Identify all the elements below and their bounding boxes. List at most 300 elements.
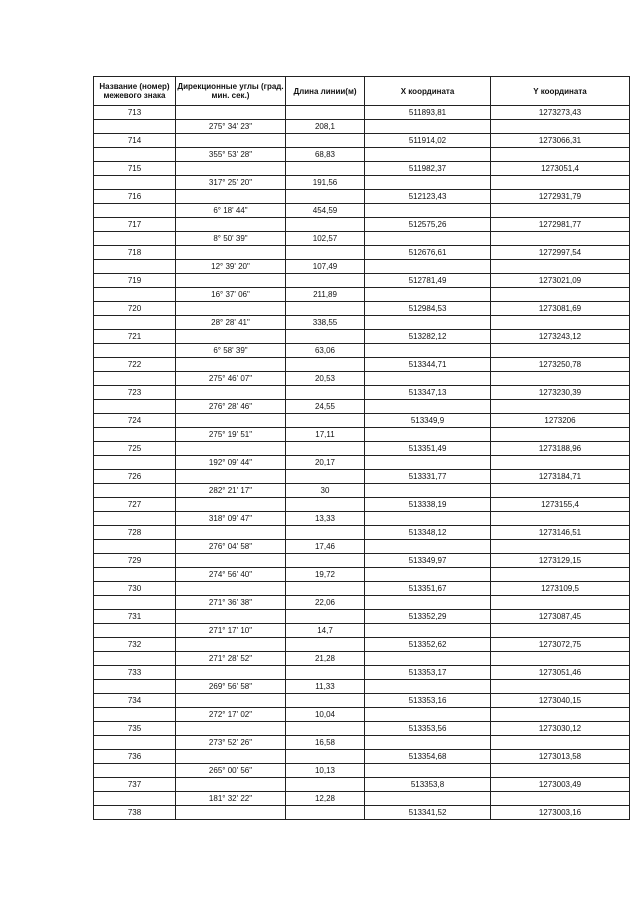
empty-cell: [176, 302, 286, 316]
segment-row: [94, 792, 630, 806]
bearing-angle: 265° 00' 56": [176, 764, 286, 778]
empty-cell: [176, 386, 286, 400]
segment-row: [94, 344, 630, 358]
point-name: 719: [94, 274, 176, 288]
y-coordinate: 1273250,78: [491, 358, 630, 372]
x-coordinate: 513331,77: [365, 470, 491, 484]
empty-cell: [94, 736, 176, 750]
segment-row: [94, 568, 630, 582]
empty-cell: [94, 344, 176, 358]
x-coordinate: 513349,9: [365, 414, 491, 428]
x-coordinate: 512781,49: [365, 274, 491, 288]
empty-cell: [176, 526, 286, 540]
line-length: 68,83: [286, 148, 365, 162]
empty-cell: [94, 288, 176, 302]
empty-cell: [491, 540, 630, 554]
empty-cell: [365, 120, 491, 134]
coordinates-sheet: [93, 76, 629, 832]
y-coordinate: 1273243,12: [491, 330, 630, 344]
x-coordinate: 513351,67: [365, 582, 491, 596]
bearing-angle: 12° 39' 20": [176, 260, 286, 274]
bearing-angle: 271° 36' 38": [176, 596, 286, 610]
bearing-angle: 181° 32' 22": [176, 792, 286, 806]
segment-row: [94, 456, 630, 470]
x-coordinate: 513341,52: [365, 806, 491, 820]
empty-cell: [491, 232, 630, 246]
x-coordinate: 512575,26: [365, 218, 491, 232]
empty-cell: [94, 260, 176, 274]
segment-row: [94, 176, 630, 190]
empty-cell: [365, 344, 491, 358]
empty-cell: [365, 204, 491, 218]
empty-cell: [286, 358, 365, 372]
empty-cell: [286, 638, 365, 652]
bearing-angle: 16° 37' 06": [176, 288, 286, 302]
empty-cell: [94, 540, 176, 554]
empty-cell: [365, 624, 491, 638]
bearing-angle: 6° 58' 39": [176, 344, 286, 358]
empty-cell: [365, 260, 491, 274]
empty-cell: [491, 204, 630, 218]
y-coordinate: 1273040,15: [491, 694, 630, 708]
line-length: 454,59: [286, 204, 365, 218]
empty-cell: [365, 596, 491, 610]
x-coordinate: 513354,68: [365, 750, 491, 764]
line-length: 12,28: [286, 792, 365, 806]
empty-cell: [286, 666, 365, 680]
point-row: [94, 302, 630, 316]
x-coordinate: 513348,12: [365, 526, 491, 540]
y-coordinate: 1273003,49: [491, 778, 630, 792]
point-row: [94, 610, 630, 624]
empty-cell: [94, 624, 176, 638]
y-coordinate: 1272931,79: [491, 190, 630, 204]
empty-cell: [94, 316, 176, 330]
y-coordinate: 1273072,75: [491, 638, 630, 652]
table-body: [94, 106, 630, 820]
empty-cell: [365, 176, 491, 190]
bearing-angle: 6° 18' 44": [176, 204, 286, 218]
point-row: [94, 806, 630, 820]
empty-cell: [491, 512, 630, 526]
point-name: 734: [94, 694, 176, 708]
x-coordinate: 513282,12: [365, 330, 491, 344]
bearing-angle: 8° 50' 39": [176, 232, 286, 246]
point-row: [94, 162, 630, 176]
x-coordinate: 513351,49: [365, 442, 491, 456]
line-length: 21,28: [286, 652, 365, 666]
empty-cell: [365, 484, 491, 498]
point-row: [94, 246, 630, 260]
line-length: 102,57: [286, 232, 365, 246]
header-length: Длина линии(м): [286, 77, 365, 106]
line-length: 107,49: [286, 260, 365, 274]
x-coordinate: 513352,62: [365, 638, 491, 652]
empty-cell: [176, 190, 286, 204]
empty-cell: [176, 330, 286, 344]
empty-cell: [491, 624, 630, 638]
segment-row: [94, 316, 630, 330]
y-coordinate: 1273013,58: [491, 750, 630, 764]
empty-cell: [286, 610, 365, 624]
empty-cell: [491, 260, 630, 274]
x-coordinate: 513349,97: [365, 554, 491, 568]
x-coordinate: 513353,17: [365, 666, 491, 680]
x-coordinate: 511982,37: [365, 162, 491, 176]
point-name: 735: [94, 722, 176, 736]
point-name: 718: [94, 246, 176, 260]
empty-cell: [94, 764, 176, 778]
bearing-angle: 272° 17' 02": [176, 708, 286, 722]
segment-row: [94, 652, 630, 666]
segment-row: [94, 148, 630, 162]
empty-cell: [491, 568, 630, 582]
y-coordinate: 1273066,31: [491, 134, 630, 148]
empty-cell: [491, 596, 630, 610]
bearing-angle: 317° 25' 20": [176, 176, 286, 190]
segment-row: [94, 288, 630, 302]
empty-cell: [365, 148, 491, 162]
bearing-angle: 276° 04' 58": [176, 540, 286, 554]
empty-cell: [365, 512, 491, 526]
point-name: 713: [94, 106, 176, 120]
line-length: 17,46: [286, 540, 365, 554]
segment-row: [94, 624, 630, 638]
empty-cell: [491, 372, 630, 386]
empty-cell: [176, 274, 286, 288]
segment-row: [94, 764, 630, 778]
x-coordinate: 513353,16: [365, 694, 491, 708]
empty-cell: [365, 540, 491, 554]
empty-cell: [286, 106, 365, 120]
line-length: 30: [286, 484, 365, 498]
empty-cell: [94, 176, 176, 190]
point-row: [94, 106, 630, 120]
line-length: 338,55: [286, 316, 365, 330]
empty-cell: [286, 330, 365, 344]
empty-cell: [365, 372, 491, 386]
segment-row: [94, 260, 630, 274]
empty-cell: [491, 148, 630, 162]
point-name: 733: [94, 666, 176, 680]
point-name: 722: [94, 358, 176, 372]
point-row: [94, 750, 630, 764]
table-header-row: [94, 77, 630, 106]
point-name: 717: [94, 218, 176, 232]
bearing-angle: 318° 09' 47": [176, 512, 286, 526]
boundary-coordinates-table: [93, 76, 630, 820]
empty-cell: [491, 708, 630, 722]
point-name: 720: [94, 302, 176, 316]
empty-cell: [176, 582, 286, 596]
segment-row: [94, 400, 630, 414]
y-coordinate: 1273184,71: [491, 470, 630, 484]
empty-cell: [365, 428, 491, 442]
bearing-angle: 274° 56' 40": [176, 568, 286, 582]
point-name: 730: [94, 582, 176, 596]
point-row: [94, 638, 630, 652]
empty-cell: [176, 162, 286, 176]
x-coordinate: 513353,56: [365, 722, 491, 736]
empty-cell: [286, 442, 365, 456]
bearing-angle: 275° 19' 51": [176, 428, 286, 442]
empty-cell: [176, 638, 286, 652]
point-row: [94, 582, 630, 596]
empty-cell: [286, 750, 365, 764]
line-length: 22,06: [286, 596, 365, 610]
x-coordinate: 513352,29: [365, 610, 491, 624]
bearing-angle: 275° 34' 23": [176, 120, 286, 134]
empty-cell: [365, 764, 491, 778]
line-length: 13,33: [286, 512, 365, 526]
empty-cell: [286, 470, 365, 484]
empty-cell: [176, 358, 286, 372]
empty-cell: [365, 316, 491, 330]
bearing-angle: 276° 28' 46": [176, 400, 286, 414]
segment-row: [94, 708, 630, 722]
empty-cell: [491, 344, 630, 358]
empty-cell: [176, 442, 286, 456]
empty-cell: [286, 190, 365, 204]
header-y-coordinate: Y координата: [491, 77, 630, 106]
y-coordinate: 1273081,69: [491, 302, 630, 316]
empty-cell: [491, 736, 630, 750]
bearing-angle: 273° 52' 26": [176, 736, 286, 750]
x-coordinate: 513347,13: [365, 386, 491, 400]
line-length: 191,56: [286, 176, 365, 190]
empty-cell: [491, 680, 630, 694]
line-length: 19,72: [286, 568, 365, 582]
x-coordinate: 513338,19: [365, 498, 491, 512]
empty-cell: [94, 456, 176, 470]
y-coordinate: 1273030,12: [491, 722, 630, 736]
bearing-angle: 282° 21' 17": [176, 484, 286, 498]
empty-cell: [491, 316, 630, 330]
empty-cell: [286, 722, 365, 736]
y-coordinate: 1273021,09: [491, 274, 630, 288]
empty-cell: [94, 512, 176, 526]
point-row: [94, 358, 630, 372]
empty-cell: [286, 694, 365, 708]
empty-cell: [365, 568, 491, 582]
empty-cell: [94, 792, 176, 806]
empty-cell: [176, 498, 286, 512]
line-length: 211,89: [286, 288, 365, 302]
point-name: 724: [94, 414, 176, 428]
empty-cell: [94, 484, 176, 498]
empty-cell: [491, 176, 630, 190]
empty-cell: [176, 666, 286, 680]
bearing-angle: 269° 56' 58": [176, 680, 286, 694]
segment-row: [94, 736, 630, 750]
empty-cell: [365, 680, 491, 694]
bearing-angle: 192° 09' 44": [176, 456, 286, 470]
segment-row: [94, 204, 630, 218]
empty-cell: [176, 750, 286, 764]
header-point-name: Название (номер) межевого знака: [94, 77, 176, 106]
segment-row: [94, 596, 630, 610]
empty-cell: [491, 764, 630, 778]
empty-cell: [286, 162, 365, 176]
line-length: 10,04: [286, 708, 365, 722]
empty-cell: [176, 610, 286, 624]
header-bearing: Дирекционные углы (град. мин. сек.): [176, 77, 286, 106]
line-length: 10,13: [286, 764, 365, 778]
point-row: [94, 498, 630, 512]
empty-cell: [365, 708, 491, 722]
empty-cell: [94, 400, 176, 414]
segment-row: [94, 484, 630, 498]
empty-cell: [491, 400, 630, 414]
empty-cell: [94, 148, 176, 162]
empty-cell: [94, 708, 176, 722]
line-length: 20,17: [286, 456, 365, 470]
y-coordinate: 1273273,43: [491, 106, 630, 120]
line-length: 24,55: [286, 400, 365, 414]
point-name: 736: [94, 750, 176, 764]
empty-cell: [365, 232, 491, 246]
bearing-angle: 28° 28' 41": [176, 316, 286, 330]
empty-cell: [286, 246, 365, 260]
segment-row: [94, 512, 630, 526]
segment-row: [94, 540, 630, 554]
empty-cell: [286, 218, 365, 232]
point-row: [94, 386, 630, 400]
y-coordinate: 1273230,39: [491, 386, 630, 400]
point-name: 738: [94, 806, 176, 820]
empty-cell: [365, 736, 491, 750]
segment-row: [94, 428, 630, 442]
point-name: 723: [94, 386, 176, 400]
empty-cell: [491, 428, 630, 442]
segment-row: [94, 680, 630, 694]
point-name: 715: [94, 162, 176, 176]
point-row: [94, 330, 630, 344]
empty-cell: [176, 722, 286, 736]
empty-cell: [176, 554, 286, 568]
y-coordinate: 1273109,5: [491, 582, 630, 596]
x-coordinate: 511914,02: [365, 134, 491, 148]
y-coordinate: 1273206: [491, 414, 630, 428]
point-row: [94, 442, 630, 456]
header-x-coordinate: X координата: [365, 77, 491, 106]
empty-cell: [365, 400, 491, 414]
segment-row: [94, 120, 630, 134]
empty-cell: [176, 414, 286, 428]
empty-cell: [286, 582, 365, 596]
bearing-angle: 275° 46' 07": [176, 372, 286, 386]
empty-cell: [286, 274, 365, 288]
y-coordinate: 1273146,51: [491, 526, 630, 540]
empty-cell: [176, 134, 286, 148]
empty-cell: [365, 288, 491, 302]
empty-cell: [286, 806, 365, 820]
point-name: 731: [94, 610, 176, 624]
empty-cell: [286, 414, 365, 428]
x-coordinate: 513344,71: [365, 358, 491, 372]
x-coordinate: 512984,53: [365, 302, 491, 316]
empty-cell: [94, 652, 176, 666]
line-length: 17,11: [286, 428, 365, 442]
point-row: [94, 274, 630, 288]
empty-cell: [365, 792, 491, 806]
line-length: 11,33: [286, 680, 365, 694]
empty-cell: [94, 120, 176, 134]
empty-cell: [286, 554, 365, 568]
empty-cell: [491, 792, 630, 806]
point-name: 714: [94, 134, 176, 148]
empty-cell: [286, 302, 365, 316]
empty-cell: [176, 694, 286, 708]
line-length: 63,06: [286, 344, 365, 358]
empty-cell: [176, 806, 286, 820]
point-row: [94, 470, 630, 484]
line-length: 16,58: [286, 736, 365, 750]
point-name: 732: [94, 638, 176, 652]
segment-row: [94, 372, 630, 386]
empty-cell: [94, 428, 176, 442]
point-row: [94, 694, 630, 708]
point-name: 727: [94, 498, 176, 512]
y-coordinate: 1272997,54: [491, 246, 630, 260]
point-name: 729: [94, 554, 176, 568]
line-length: 20,53: [286, 372, 365, 386]
x-coordinate: 512123,43: [365, 190, 491, 204]
point-name: 725: [94, 442, 176, 456]
empty-cell: [176, 470, 286, 484]
empty-cell: [94, 232, 176, 246]
x-coordinate: 511893,81: [365, 106, 491, 120]
y-coordinate: 1273155,4: [491, 498, 630, 512]
empty-cell: [286, 526, 365, 540]
empty-cell: [176, 106, 286, 120]
point-row: [94, 722, 630, 736]
y-coordinate: 1273129,15: [491, 554, 630, 568]
empty-cell: [286, 134, 365, 148]
empty-cell: [491, 484, 630, 498]
empty-cell: [176, 778, 286, 792]
empty-cell: [365, 456, 491, 470]
x-coordinate: 513353,8: [365, 778, 491, 792]
empty-cell: [491, 288, 630, 302]
empty-cell: [176, 246, 286, 260]
empty-cell: [176, 218, 286, 232]
line-length: 14,7: [286, 624, 365, 638]
empty-cell: [491, 120, 630, 134]
point-row: [94, 554, 630, 568]
point-row: [94, 218, 630, 232]
empty-cell: [94, 680, 176, 694]
bearing-angle: 271° 28' 52": [176, 652, 286, 666]
y-coordinate: 1273003,16: [491, 806, 630, 820]
empty-cell: [491, 652, 630, 666]
empty-cell: [491, 456, 630, 470]
x-coordinate: 512676,61: [365, 246, 491, 260]
bearing-angle: 271° 17' 10": [176, 624, 286, 638]
empty-cell: [286, 498, 365, 512]
point-row: [94, 190, 630, 204]
point-name: 721: [94, 330, 176, 344]
empty-cell: [286, 778, 365, 792]
line-length: 208,1: [286, 120, 365, 134]
point-row: [94, 666, 630, 680]
point-row: [94, 526, 630, 540]
bearing-angle: 355° 53' 28": [176, 148, 286, 162]
empty-cell: [94, 204, 176, 218]
point-row: [94, 778, 630, 792]
point-name: 737: [94, 778, 176, 792]
y-coordinate: 1272981,77: [491, 218, 630, 232]
